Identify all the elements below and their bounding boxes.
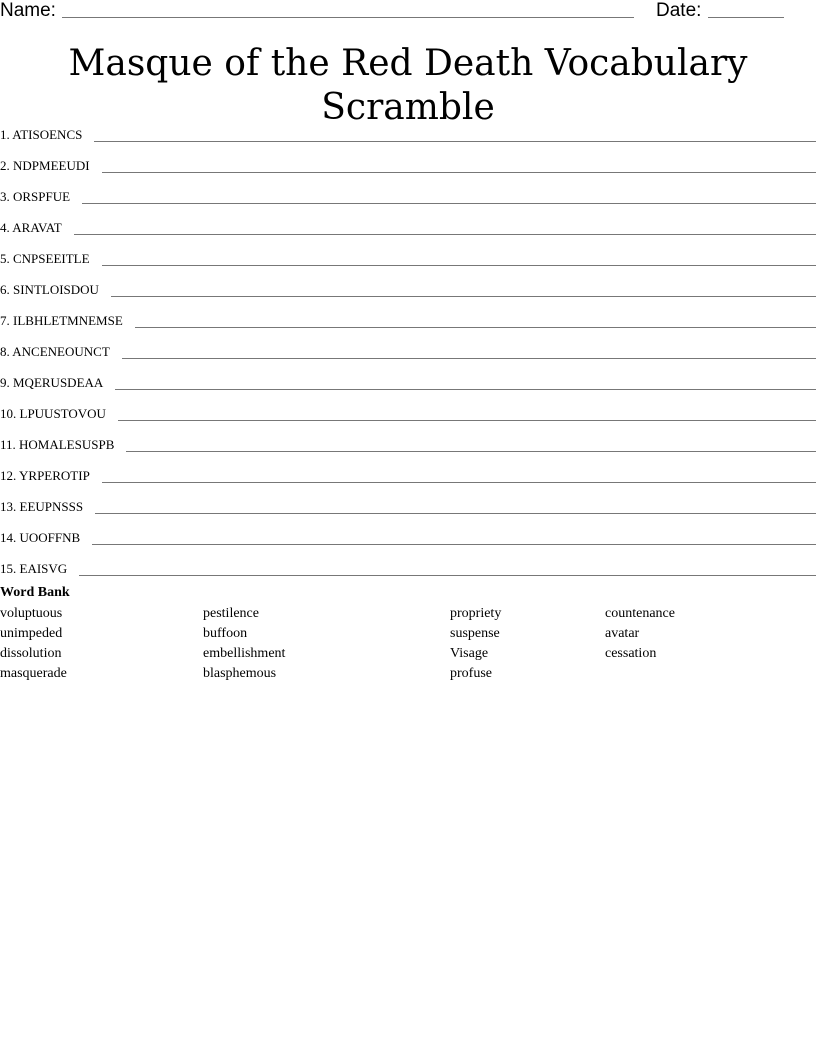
scrambled-word: 15. EAISVG [0, 561, 68, 576]
answer-line[interactable] [79, 574, 816, 576]
word-bank-word: suspense [450, 626, 500, 641]
puzzle-row [0, 453, 816, 484]
answer-line[interactable] [115, 388, 816, 390]
puzzle-row [0, 360, 816, 391]
scrambled-word: 8. ANCENEOUNCT [0, 344, 110, 359]
word-bank-word: Visage [450, 646, 489, 661]
scrambled-word: 1. ATISOENCS [0, 127, 83, 142]
word-bank-word: propriety [450, 606, 502, 621]
word-bank-word: countenance [605, 606, 675, 621]
answer-line[interactable] [102, 264, 816, 266]
word-bank-word: avatar [605, 626, 640, 641]
scrambled-word: 12. YRPEROTIP [0, 468, 90, 483]
puzzle-row [0, 236, 816, 267]
puzzle-row [0, 267, 816, 298]
answer-line[interactable] [126, 450, 816, 452]
puzzle-row [0, 143, 816, 174]
word-bank-word: masquerade [0, 666, 67, 681]
puzzle-row [0, 298, 816, 329]
word-bank-word: cessation [605, 646, 657, 661]
puzzle-row [0, 329, 816, 360]
answer-line[interactable] [94, 140, 816, 142]
puzzle-row [0, 546, 816, 577]
puzzle-row [0, 205, 816, 236]
puzzle-row [0, 391, 816, 422]
scrambled-word: 9. MQERUSDEAA [0, 375, 104, 390]
puzzle-row [0, 112, 816, 143]
scrambled-word: 7. ILBHLETMNEMSE [0, 313, 123, 328]
scrambled-word: 4. ARAVAT [0, 220, 62, 235]
scrambled-word: 5. CNPSEEITLE [0, 251, 90, 266]
word-bank-column [203, 604, 285, 684]
scrambled-word: 13. EEUPNSSS [0, 499, 84, 514]
puzzle-row [0, 484, 816, 515]
puzzle-row [0, 515, 816, 546]
word-bank-title: Word Bank [0, 585, 70, 600]
scrambled-word: 14. UOOFFNB [0, 530, 81, 545]
word-bank-word: dissolution [0, 646, 62, 661]
word-bank-word: voluptuous [0, 606, 63, 621]
puzzle-row [0, 174, 816, 205]
name-label: Name: [0, 0, 56, 21]
scrambled-word: 11. HOMALESUSPB [0, 437, 115, 452]
date-input-line[interactable] [708, 17, 784, 18]
page-title: Masque of the Red Death Vocabulary Scramble [68, 43, 748, 128]
word-bank-word: pestilence [203, 606, 259, 621]
word-bank-word: buffoon [203, 626, 248, 641]
answer-line[interactable] [74, 233, 816, 235]
answer-line[interactable] [111, 295, 816, 297]
answer-line[interactable] [102, 171, 816, 173]
name-input-line[interactable] [62, 17, 634, 18]
word-bank [0, 584, 816, 682]
answer-line[interactable] [82, 202, 816, 204]
scrambled-word: 2. NDPMEEUDI [0, 158, 90, 173]
word-bank-grid [0, 602, 816, 682]
word-bank-word: blasphemous [203, 666, 277, 681]
puzzle-row [0, 422, 816, 453]
date-label: Date: [656, 0, 702, 21]
word-bank-word: embellishment [203, 646, 286, 661]
word-bank-column [0, 604, 67, 684]
answer-line[interactable] [122, 357, 816, 359]
scrambled-word: 3. ORSPFUE [0, 189, 71, 204]
scrambled-word: 6. SINTLOISDOU [0, 282, 99, 297]
scrambled-word: 10. LPUUSTOVOU [0, 406, 106, 421]
word-bank-column [450, 604, 501, 684]
answer-line[interactable] [102, 481, 816, 483]
answer-line[interactable] [118, 419, 816, 421]
answer-line[interactable] [95, 512, 816, 514]
word-bank-word: profuse [450, 666, 492, 681]
header-row [0, 0, 816, 24]
word-bank-column [605, 604, 675, 664]
answer-line[interactable] [92, 543, 816, 545]
word-bank-word: unimpeded [0, 626, 63, 641]
puzzle-list [0, 112, 816, 577]
answer-line[interactable] [135, 326, 816, 328]
